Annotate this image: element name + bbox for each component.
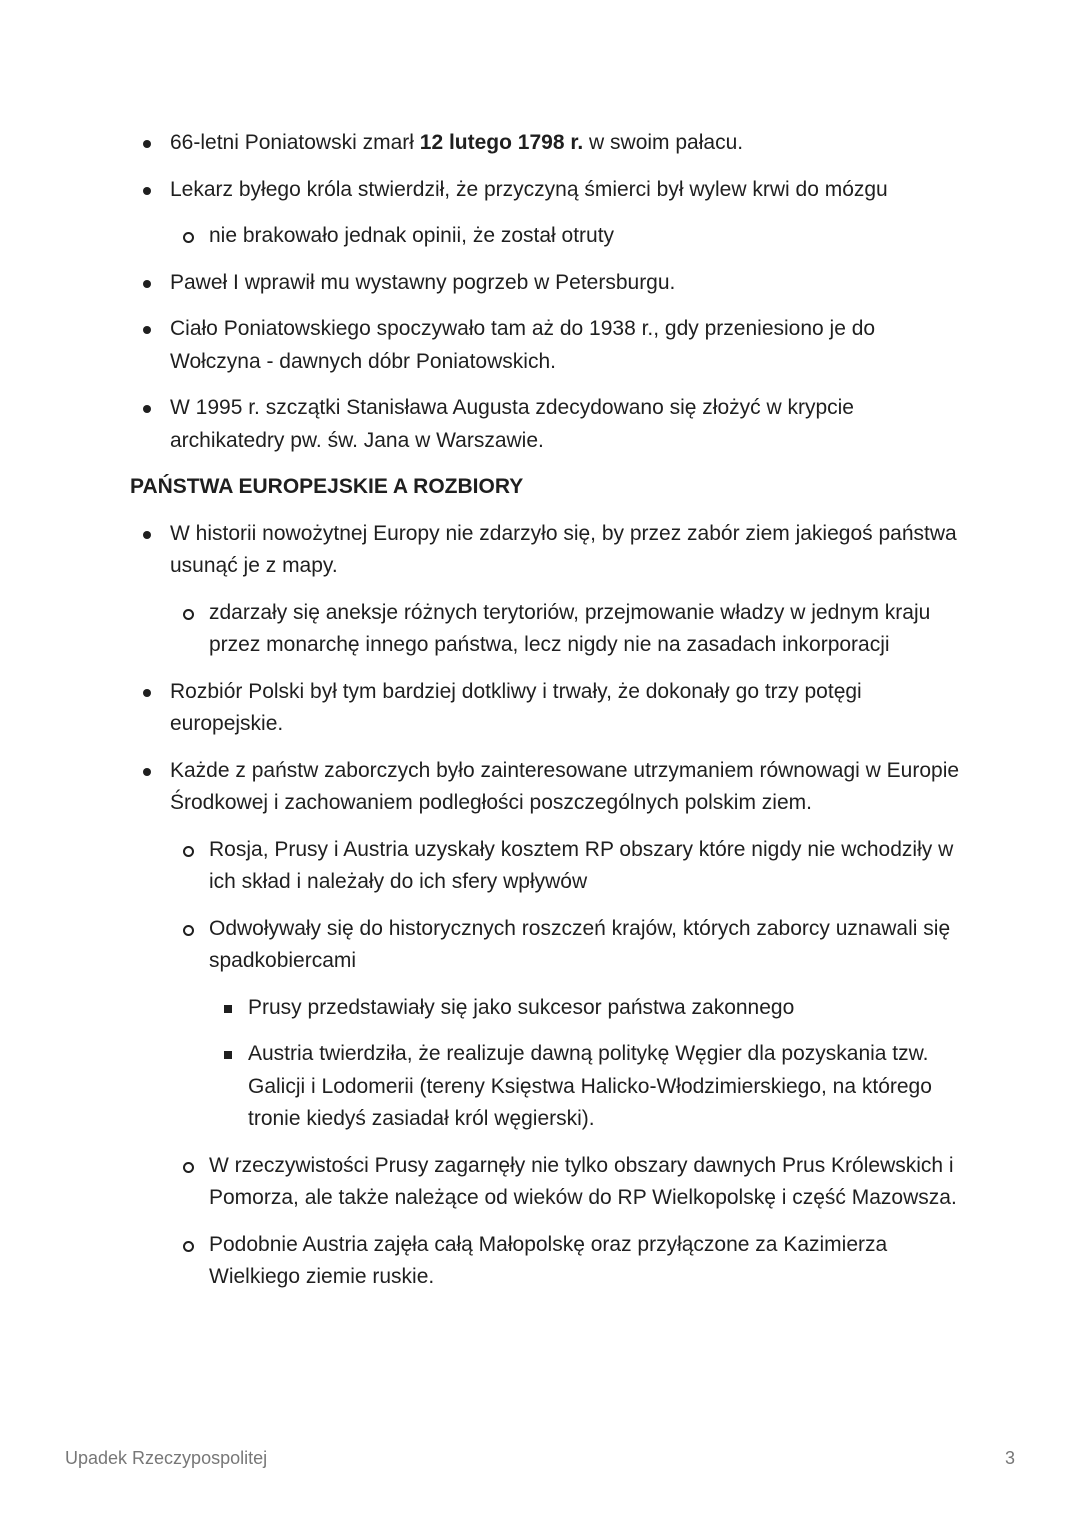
list-item-text: 66-letni Poniatowski zmarł (170, 131, 420, 154)
bullet-dot-icon (143, 531, 151, 539)
list-item-text: Paweł I wprawił mu wystawny pogrzeb w Petersburgu. (170, 270, 676, 294)
death-date: 12 lutego 1798 r. (419, 131, 584, 154)
bullet-circle-icon (183, 925, 194, 936)
bullet-dot-icon (143, 326, 151, 334)
bullet-circle-icon (183, 1162, 194, 1173)
list-item (130, 1038, 960, 1136)
list-item (130, 392, 960, 457)
list-item-text: W 1995 r. szczątki Stanisława Augusta zdecydowano się złożyć w krypcie archikatedry pw. św. Jana w Warszawie. (170, 396, 854, 452)
bullet-circle-icon (183, 846, 194, 857)
bullet-dot-icon (143, 140, 151, 148)
footer-document-title: Upadek Rzeczypospolitej (65, 1448, 268, 1468)
bullet-circle-icon (183, 1241, 194, 1252)
list-item-text: Lekarz byłego króla stwierdził, że przyczyną śmierci był wylew krwi do mózgu (170, 177, 888, 201)
list-item-text: Rosja, Prusy i Austria uzyskały kosztem RP obszary które nigdy nie wchodziły w ich skład i należały do ich sfery wpływów (209, 837, 954, 893)
list-item (130, 676, 960, 741)
bullet-square-icon (224, 1005, 232, 1013)
list-item-text: Ciało Poniatowskiego spoczywało tam aż do 1938 r., gdy przeniesiono je do Wołczyna - dawnych dóbr Poniatowskich. (170, 317, 876, 373)
list-item-text: W rzeczywistości Prusy zagarnęły nie tylko obszary dawnych Prus Królewskich i Pomorza, ale także należące od wieków do RP Wielkopolskę i część Mazowsza. (209, 1153, 957, 1209)
list-item-text: nie brakowało jednak opinii, że został otruty (209, 224, 615, 247)
bullet-square-icon (224, 1051, 232, 1059)
list-item (130, 755, 960, 820)
bullet-circle-icon (183, 609, 194, 620)
list-item-text: Prusy przedstawiały się jako sukcesor państwa zakonnego (248, 995, 795, 1019)
list-item (130, 220, 960, 253)
list-item (130, 913, 960, 978)
list-item (130, 992, 960, 1025)
list-item (130, 127, 960, 160)
list-item (130, 313, 960, 378)
bullet-circle-icon (183, 232, 194, 243)
bullet-dot-icon (143, 768, 151, 776)
bullet-dot-icon (143, 689, 151, 697)
list-item (130, 518, 960, 583)
list-item-text: w swoim pałacu. (583, 131, 744, 154)
list-item (130, 597, 960, 662)
page-content (130, 127, 960, 1294)
list-item-text: W historii nowożytnej Europy nie zdarzyło się, by przez zabór ziem jakiegoś państwa usunąć je z mapy. (170, 521, 957, 577)
list-item-text: Każde z państw zaborczych było zainteresowane utrzymaniem równowagi w Europie Środkowej i zachowaniem podległości poszczególnych polskim ziem. (170, 758, 960, 814)
list-item (130, 267, 960, 300)
list-item (130, 1229, 960, 1294)
list-item-text: Austria twierdziła, że realizuje dawną politykę Węgier dla pozyskania tzw. Galicji i Lodomerii (tereny Księstwa Halicko-Włodzimierskiego, na którego tronie kiedyś zasiadał król węgierski). (248, 1042, 932, 1130)
list-item (130, 174, 960, 207)
list-item-text: Podobnie Austria zajęła całą Małopolskę oraz przyłączone za Kazimierza Wielkiego ziemie ruskie. (209, 1232, 888, 1288)
list-item (130, 1150, 960, 1215)
bullet-dot-icon (143, 405, 151, 413)
bullet-dot-icon (143, 187, 151, 195)
footer-page-number: 3 (1004, 1448, 1015, 1468)
list-item-text: Odwoływały się do historycznych roszczeń krajów, których zaborcy uznawali się spadkobiercami (209, 916, 951, 972)
list-item (130, 834, 960, 899)
list-item-text: zdarzały się aneksje różnych terytoriów, przejmowanie władzy w jednym kraju przez monarchę innego państwa, lecz nigdy nie na zasadach inkorporacji (209, 600, 931, 656)
section-heading: PAŃSTWA EUROPEJSKIE A ROZBIORY (130, 475, 524, 498)
list-item-text: Rozbiór Polski był tym bardziej dotkliwy i trwały, że dokonały go trzy potęgi europejskie. (170, 679, 862, 735)
bullet-dot-icon (143, 280, 151, 288)
